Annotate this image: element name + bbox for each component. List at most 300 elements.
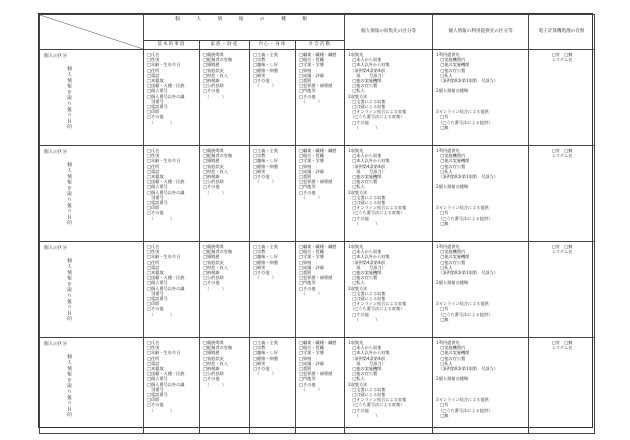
kubun-label: 個人の区分	[44, 150, 67, 155]
social-activity-list	[296, 50, 345, 146]
list-item: □本人以外から収集	[348, 350, 390, 356]
list-item: （□うち番号法による収集）	[348, 210, 405, 216]
kubun-cell	[40, 50, 144, 146]
list-item: （条例第8条第1項第 号該当）	[436, 78, 498, 84]
list-item: □有	[436, 210, 449, 216]
list-item: □学業・学歴	[299, 350, 324, 356]
list-item: （□うち番号法による提供）	[436, 215, 493, 221]
list-item: □性別	[147, 57, 160, 63]
collection-list	[345, 50, 433, 146]
list-item: □職業・職種・職歴	[299, 52, 337, 57]
list-item: □他の実施機関	[436, 62, 470, 68]
list-item: 1収集先	[348, 244, 364, 249]
list-item: □年齢・生年月日	[147, 254, 181, 260]
list-item: □有 □無	[551, 52, 573, 57]
list-item: □資格	[299, 259, 312, 265]
list-item: （ ）	[253, 275, 277, 281]
collection-list	[345, 146, 433, 242]
list-item: □その他	[299, 381, 316, 387]
diagonal-line	[40, 15, 143, 49]
list-item: 3オンライン結合による提供	[436, 397, 489, 403]
list-item: □婚姻歴	[203, 62, 220, 68]
list-item: □オンライン結合による収集	[348, 109, 407, 115]
list-item: □私人	[348, 376, 365, 382]
list-item: □宗教	[253, 345, 266, 351]
inner-body-list	[250, 146, 296, 242]
list-item: □有	[436, 402, 449, 408]
list-item: 第 号該当）	[348, 72, 386, 78]
list-item: □その他	[147, 114, 164, 120]
list-item: □職業・職種・職歴	[299, 340, 337, 345]
list-item: □個人番号	[147, 280, 168, 286]
list-item: 2個人情報の種類	[436, 184, 469, 190]
list-item: 第 号該当）	[348, 360, 386, 366]
list-item: □犯罪歴・補導歴	[299, 371, 333, 377]
list-item: □住所	[147, 67, 160, 73]
list-item: 2収集方法	[348, 381, 368, 387]
list-item: □氏名	[147, 148, 160, 153]
family-property-list	[200, 338, 250, 434]
list-item: □個人番号	[147, 184, 168, 190]
list-item: □本籍地	[147, 270, 164, 276]
list-item: □オンライン結合による収集	[348, 301, 407, 307]
list-item: □親族関係	[203, 148, 224, 153]
list-item: □年齢・生年月日	[147, 62, 181, 68]
list-item: 第 号該当）	[348, 168, 386, 174]
collection-list	[345, 242, 433, 338]
list-item: 別番号	[147, 386, 164, 392]
list-item: 2収集方法	[348, 93, 368, 99]
list-item: □他の官公署	[436, 259, 466, 265]
group-row	[40, 338, 595, 434]
list-item: □電話	[147, 264, 160, 270]
list-item: （□うち番号法による収集）	[348, 306, 405, 312]
list-item: □無	[436, 412, 449, 418]
list-item: □電話番号	[147, 392, 168, 398]
list-item: □有 □無	[551, 244, 573, 249]
list-item: □公的扶助	[203, 179, 224, 185]
list-item: □趣味・し好	[253, 62, 278, 68]
list-item: （ ）	[348, 124, 380, 130]
list-item: （□うち番号法による提供）	[436, 311, 493, 317]
list-item: □学業・学歴	[299, 62, 324, 68]
list-item: □地位・役職	[299, 57, 324, 63]
list-item: □健康・病歴	[253, 67, 278, 73]
header-diagonal-cell	[40, 15, 144, 50]
list-item: □文書による収集	[348, 98, 386, 104]
list-item: □家庭状況	[203, 163, 224, 169]
list-item: □その他	[299, 189, 316, 195]
list-item: □私人	[436, 360, 453, 366]
list-item: 1利用提供先	[436, 340, 460, 345]
list-item: □公的扶助	[203, 371, 224, 377]
list-item: □本人から収集	[348, 57, 382, 63]
list-item: □財産・収入	[203, 264, 228, 270]
list-item: □その他	[203, 184, 220, 190]
list-item: □その他	[147, 306, 164, 312]
sub-social: 社会活動	[296, 41, 345, 50]
inner-body-list	[250, 50, 296, 146]
list-item: □趣味・し好	[253, 254, 278, 260]
list-item: □個人番号以外の識	[147, 285, 185, 291]
list-item: □納税額	[203, 270, 220, 276]
list-item: □その他	[253, 78, 270, 84]
list-item: □その他	[147, 402, 164, 408]
list-item: □その他	[253, 174, 270, 180]
list-item: （条例第4条第4項	[348, 355, 385, 361]
provision-title: 個人情報の利用提供先の区分等	[433, 15, 529, 50]
list-item: □納税額	[203, 174, 220, 180]
list-item: □他の官公署	[348, 275, 378, 281]
list-item: □印影	[147, 301, 160, 307]
list-item: □住所	[147, 259, 160, 265]
list-item: （ ）	[253, 371, 277, 377]
list-item: □個人番号	[147, 88, 168, 94]
list-item: （□うち番号法による提供）	[436, 119, 493, 125]
list-item: 2収集方法	[348, 189, 368, 195]
list-item: □障害	[253, 168, 266, 174]
list-item: □成績・評価	[299, 360, 324, 366]
list-item: （ ）	[299, 386, 323, 392]
list-item: □学業・学歴	[299, 254, 324, 260]
list-item: □他の実施機関	[348, 174, 382, 180]
list-item: □財産・収入	[203, 72, 228, 78]
list-item: 2個人情報の種類	[436, 88, 469, 94]
group-row	[40, 242, 595, 338]
kubun-cell	[40, 242, 144, 338]
purpose-label: 個人情報を取り扱う目的	[66, 66, 71, 130]
list-item: □有	[436, 114, 449, 120]
list-item: □他の官公署	[436, 67, 466, 73]
list-item: □主義・主張	[253, 52, 278, 57]
list-item: □私人	[436, 72, 453, 78]
list-item: □主義・主張	[253, 148, 278, 153]
list-item: 2収集方法	[348, 285, 368, 291]
list-item: □口頭による収集	[348, 104, 386, 110]
list-item: □配偶者の有無	[203, 57, 233, 63]
list-item: □その他	[348, 407, 369, 413]
list-item: □その他	[348, 215, 369, 221]
list-item: □地位・役職	[299, 345, 324, 351]
list-item: □オンライン結合による収集	[348, 205, 407, 211]
list-item: □他の官公署	[436, 355, 466, 361]
list-item: □障害	[253, 360, 266, 366]
list-item: （ ）	[203, 189, 227, 195]
list-item: □有	[436, 306, 449, 312]
list-item: □配偶者の有無	[203, 249, 233, 255]
list-item: （ ）	[147, 215, 175, 221]
list-item: 2個人情報の種類	[436, 376, 469, 382]
list-item: □口頭による収集	[348, 392, 386, 398]
list-item: □住所	[147, 163, 160, 169]
list-item: （ ）	[299, 290, 323, 296]
list-item: □他の官公署	[348, 83, 378, 89]
list-item: □年齢・生年月日	[147, 158, 181, 164]
inner-body-list	[250, 338, 296, 434]
list-item: □他の実施機関	[436, 158, 470, 164]
list-item: □その他	[253, 270, 270, 276]
list-item: □親族関係	[203, 52, 224, 57]
list-item: □実施機関内	[436, 153, 466, 159]
list-item: □他の実施機関	[436, 350, 470, 356]
list-item: □他の官公署	[436, 163, 466, 169]
list-item: □性別	[147, 345, 160, 351]
list-item: □本籍地	[147, 78, 164, 84]
list-item: □婚姻歴	[203, 158, 220, 164]
kubun-cell	[40, 338, 144, 434]
list-item: 1利用提供先	[436, 52, 460, 57]
list-item: □氏名	[147, 52, 160, 57]
provision-list	[433, 50, 529, 146]
list-item: □その他	[203, 280, 220, 286]
list-item: □成績・評価	[299, 168, 324, 174]
list-item: □健康・病歴	[253, 163, 278, 169]
list-item: □文書による収集	[348, 194, 386, 200]
list-item: 別番号	[147, 98, 164, 104]
list-item: □電話	[147, 168, 160, 174]
list-item: □国籍・人種・民族	[147, 275, 185, 281]
list-item: □門地等	[299, 184, 316, 190]
list-item: 1収集先	[348, 148, 364, 153]
list-item: □障害	[253, 72, 266, 78]
kubun-label: 個人の区分	[44, 342, 67, 347]
sub-family: 家族・財産	[200, 41, 250, 50]
list-item: 1収集先	[348, 340, 364, 345]
list-item: （ ）	[299, 194, 323, 200]
list-item: □犯罪歴・補導歴	[299, 179, 333, 185]
info-type-title: 個 人 情 報 の 種 類	[144, 15, 345, 41]
list-item: □資格	[299, 163, 312, 169]
list-item: □学業・学歴	[299, 158, 324, 164]
list-item: システム名	[551, 153, 573, 159]
kubun-label: 個人の区分	[44, 54, 67, 59]
list-item: □氏名	[147, 244, 160, 249]
list-item: □無	[436, 220, 449, 226]
list-item: □婚姻歴	[203, 254, 220, 260]
list-item: □住所	[147, 355, 160, 361]
list-item: □電話番号	[147, 296, 168, 302]
list-item: （条例第4条第4項	[348, 67, 385, 73]
list-item: □文書による収集	[348, 386, 386, 392]
purpose-label: 個人情報を取り扱う目的	[66, 258, 71, 322]
list-item: □年齢・生年月日	[147, 350, 181, 356]
list-item: □宗教	[253, 249, 266, 255]
social-activity-list	[296, 146, 345, 242]
computer-title: 電子計算機処理の有無	[529, 15, 595, 50]
list-item: □家庭状況	[203, 259, 224, 265]
provision-list	[433, 146, 529, 242]
group-row	[40, 146, 595, 242]
kubun-label: 個人の区分	[44, 246, 67, 251]
list-item: □配偶者の有無	[203, 153, 233, 159]
list-item: □国籍・人種・民族	[147, 179, 185, 185]
list-item: （ ）	[253, 179, 277, 185]
list-item: □その他	[348, 119, 369, 125]
list-item: □印影	[147, 109, 160, 115]
list-item: □口頭による収集	[348, 200, 386, 206]
list-item: □門地等	[299, 88, 316, 94]
list-item: □他の官公署	[348, 371, 378, 377]
list-item: （ ）	[147, 407, 175, 413]
computer-processing-list	[529, 338, 595, 434]
basic-info-list	[144, 338, 200, 434]
list-item: □賞罰	[299, 174, 312, 180]
list-item: □本人以外から収集	[348, 158, 390, 164]
list-item: （ ）	[348, 220, 380, 226]
list-item: システム名	[551, 345, 573, 351]
list-item: □本人から収集	[348, 249, 382, 255]
family-property-list	[200, 146, 250, 242]
list-item: □趣味・し好	[253, 350, 278, 356]
list-item: □私人	[348, 88, 365, 94]
list-item: □その他	[203, 88, 220, 94]
list-item: （条例第8条第1項第 号該当）	[436, 174, 498, 180]
list-item: □親族関係	[203, 244, 224, 249]
list-item: システム名	[551, 249, 573, 255]
list-item: □健康・病歴	[253, 355, 278, 361]
list-item: （ ）	[348, 316, 380, 322]
list-item: □その他	[299, 93, 316, 99]
list-item: □地位・役職	[299, 249, 324, 255]
list-item: □門地等	[299, 376, 316, 382]
list-item: □公的扶助	[203, 275, 224, 281]
list-item: （ ）	[348, 412, 380, 418]
register-form	[38, 13, 593, 428]
provision-list	[433, 338, 529, 434]
list-item: （ ）	[203, 93, 227, 99]
list-item: 1利用提供先	[436, 244, 460, 249]
list-item: □印影	[147, 205, 160, 211]
list-item: □成績・評価	[299, 264, 324, 270]
list-item: □電話番号	[147, 200, 168, 206]
list-item: □成績・評価	[299, 72, 324, 78]
list-item: □犯罪歴・補導歴	[299, 83, 333, 89]
list-item: □婚姻歴	[203, 350, 220, 356]
collection-list	[345, 338, 433, 434]
list-item: □本籍地	[147, 366, 164, 372]
list-item: □配偶者の有無	[203, 345, 233, 351]
list-item: □国籍・人種・民族	[147, 371, 185, 377]
computer-processing-list	[529, 146, 595, 242]
list-item: □財産・収入	[203, 168, 228, 174]
list-item: □無	[436, 316, 449, 322]
social-activity-list	[296, 338, 345, 434]
list-item: □他の実施機関	[348, 78, 382, 84]
sub-basic: 基本的事項	[144, 41, 200, 50]
list-item: □個人番号以外の識	[147, 381, 185, 387]
list-item: □賞罰	[299, 366, 312, 372]
list-item: □障害	[253, 264, 266, 270]
purpose-label: 個人情報を取り扱う目的	[66, 162, 71, 226]
list-item: □その他	[348, 311, 369, 317]
list-item: □資格	[299, 67, 312, 73]
family-property-list	[200, 242, 250, 338]
list-item: □本人以外から収集	[348, 62, 390, 68]
list-item: □地位・役職	[299, 153, 324, 159]
list-item: （ ）	[147, 311, 175, 317]
list-item: □電話	[147, 72, 160, 78]
list-item: 別番号	[147, 194, 164, 200]
list-item: □主義・主張	[253, 244, 278, 249]
list-item: （ ）	[299, 98, 323, 104]
register-table	[39, 14, 595, 434]
list-item: □無	[436, 124, 449, 130]
list-item: □個人番号以外の識	[147, 93, 185, 99]
list-item: □他の実施機関	[348, 366, 382, 372]
collection-title: 個人情報の収集先の区分等	[345, 15, 433, 50]
list-item: □私人	[436, 168, 453, 174]
list-item: システム名	[551, 57, 573, 63]
list-item: □個人番号以外の識	[147, 189, 185, 195]
list-item: □主義・主張	[253, 340, 278, 345]
provision-list	[433, 242, 529, 338]
social-activity-list	[296, 242, 345, 338]
group-row	[40, 50, 595, 146]
list-item: □オンライン結合による収集	[348, 397, 407, 403]
list-item: □本籍地	[147, 174, 164, 180]
list-item: □他の実施機関	[348, 270, 382, 276]
inner-body-list	[250, 242, 296, 338]
list-item: □電話番号	[147, 104, 168, 110]
list-item: □家庭状況	[203, 355, 224, 361]
list-item: □家庭状況	[203, 67, 224, 73]
list-item: 3オンライン結合による提供	[436, 301, 489, 307]
list-item: □他の官公署	[348, 179, 378, 185]
list-item: 1収集先	[348, 52, 364, 57]
family-property-list	[200, 50, 250, 146]
list-item: □実施機関内	[436, 345, 466, 351]
kubun-cell	[40, 146, 144, 242]
list-item: （□うち番号法による収集）	[348, 114, 405, 120]
basic-info-list	[144, 146, 200, 242]
list-item: □その他	[299, 285, 316, 291]
list-item: □有 □無	[551, 148, 573, 153]
list-item: □実施機関内	[436, 57, 466, 63]
list-item: □宗教	[253, 153, 266, 159]
list-item: 2個人情報の種類	[436, 280, 469, 286]
list-item: □印影	[147, 397, 160, 403]
list-item: 3オンライン結合による提供	[436, 205, 489, 211]
list-item: □本人以外から収集	[348, 254, 390, 260]
list-item: □趣味・し好	[253, 158, 278, 164]
list-item: □その他	[203, 376, 220, 382]
list-item: □犯罪歴・補導歴	[299, 275, 333, 281]
list-item: 別番号	[147, 290, 164, 296]
list-item: 1利用提供先	[436, 148, 460, 153]
list-item: □性別	[147, 153, 160, 159]
list-item: （ ）	[203, 285, 227, 291]
list-item: □賞罰	[299, 270, 312, 276]
list-item: □賞罰	[299, 78, 312, 84]
list-item: □職業・職種・職歴	[299, 244, 337, 249]
list-item: （□うち番号法による収集）	[348, 402, 405, 408]
list-item: □門地等	[299, 280, 316, 286]
list-item: □電話	[147, 360, 160, 366]
list-item: （条例第8条第1項第 号該当）	[436, 366, 498, 372]
list-item: □個人番号	[147, 376, 168, 382]
list-item: □職業・職種・職歴	[299, 148, 337, 153]
list-item: 第 号該当）	[348, 264, 386, 270]
computer-processing-list	[529, 242, 595, 338]
list-item: （ ）	[253, 83, 277, 89]
list-item: □親族関係	[203, 340, 224, 345]
list-item: □他の実施機関	[436, 254, 470, 260]
list-item: 3オンライン結合による提供	[436, 109, 489, 115]
list-item: □納税額	[203, 366, 220, 372]
groups-body	[40, 50, 595, 434]
list-item: （条例第4条第4項	[348, 259, 385, 265]
list-item: □私人	[348, 184, 365, 190]
